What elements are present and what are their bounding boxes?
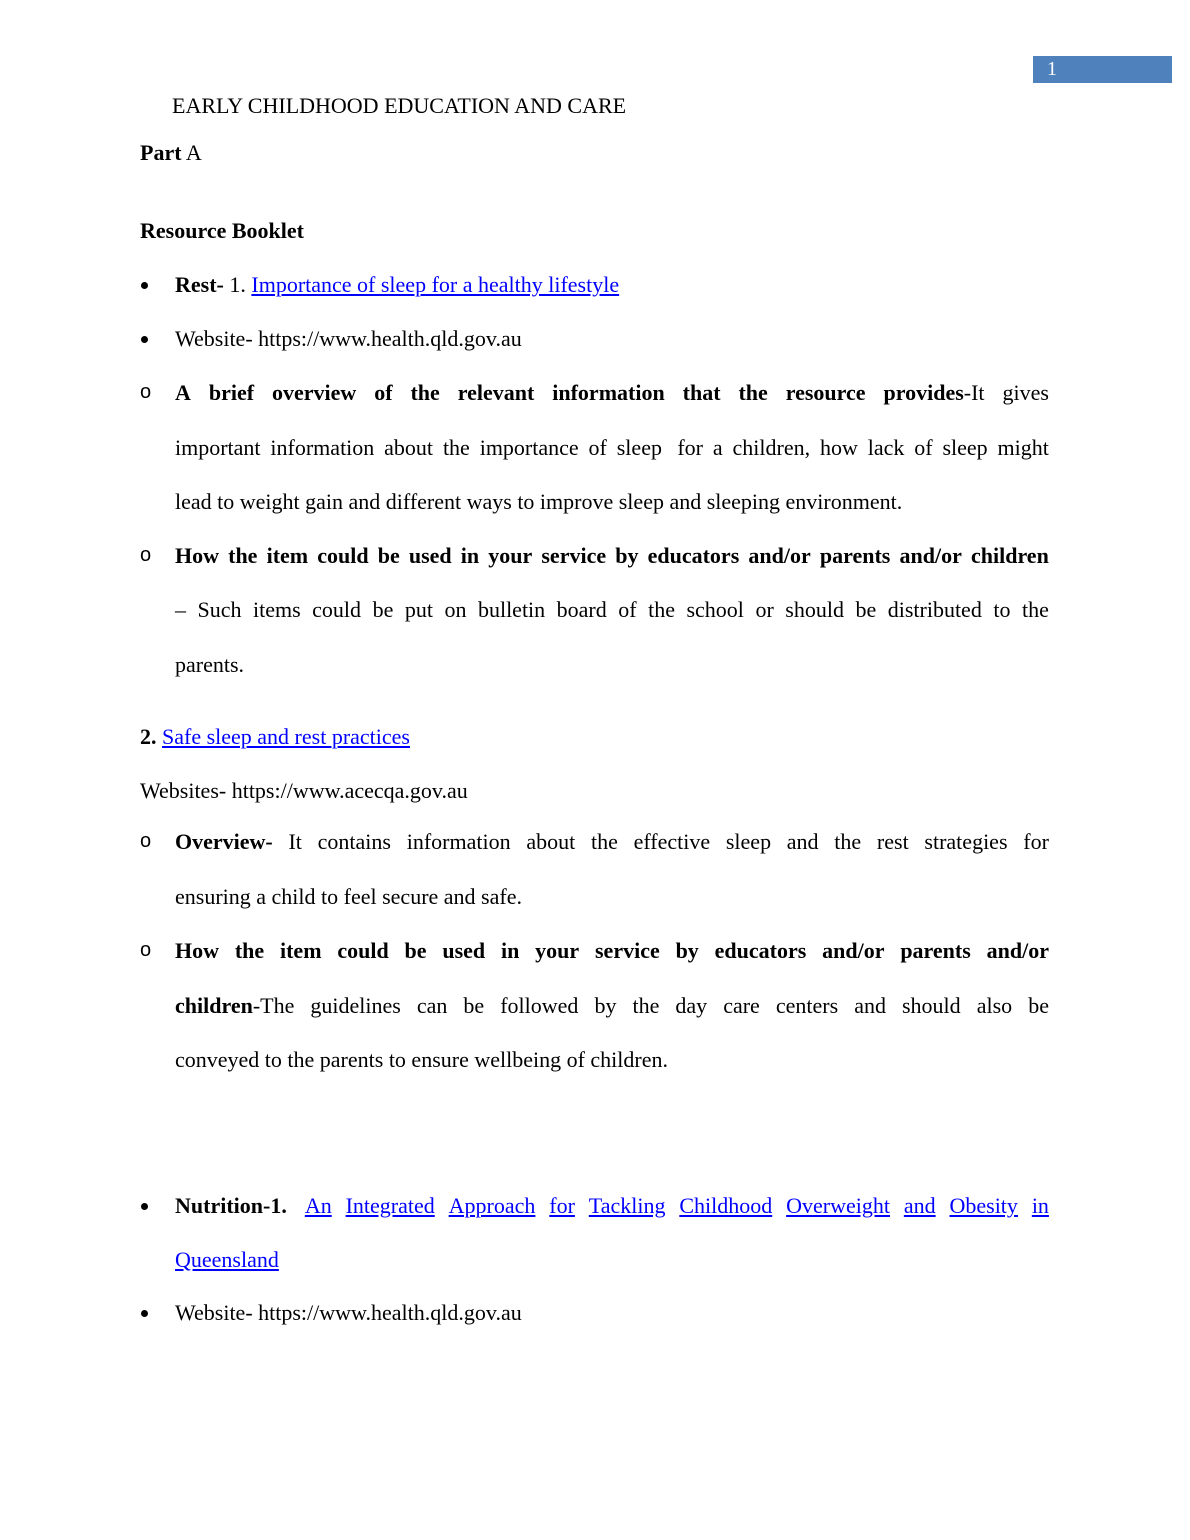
bullet-circle-icon: o — [140, 939, 152, 961]
bullet-circle-icon: o — [140, 381, 152, 403]
resource-booklet-heading: Resource Booklet — [140, 218, 304, 243]
safe-sleep-overview-line-2: ensuring a child to feel secure and safe. — [175, 884, 522, 909]
running-title: EARLY CHILDHOOD EDUCATION AND CARE — [172, 93, 627, 118]
rest-use-line-1: How the item could be used in your service by educators and/or parents and/or children — [175, 543, 1049, 568]
nutrition-link[interactable]: An Integrated Approach for Tackling Childhood Overweight and Obesity in — [304, 1193, 1049, 1218]
safe-sleep-use-line-2: children-The guidelines can be followed by the day care centers and should also be — [175, 993, 1049, 1018]
rest-overview-line-2: important information about the importance of sleep for a children, how lack of sleep might — [175, 435, 1049, 460]
nutrition-line-1 — [175, 1193, 1049, 1219]
bullet-circle-icon: o — [140, 544, 152, 566]
bullet-dot-icon — [140, 1310, 152, 1322]
bullet-dot-icon — [140, 1203, 152, 1215]
rest-number: 1. — [229, 272, 246, 297]
rest-use-line-2: – Such items could be put on bulletin board of the school or should be distributed to the — [175, 597, 1049, 622]
rest-overview-line-1: A brief overview of the relevant information that the resource provides-It gives — [175, 380, 1049, 405]
rest-website: Website- https://www.health.qld.gov.au — [175, 326, 522, 351]
safe-sleep-link[interactable]: Safe sleep and rest practices — [162, 724, 410, 749]
part-label: Part — [140, 140, 182, 165]
safe-sleep-website: Websites- https://www.acecqa.gov.au — [140, 778, 468, 803]
safe-sleep-number: 2. — [140, 724, 157, 749]
rest-use-line-3: parents. — [175, 652, 245, 677]
safe-sleep-use-line-3: conveyed to the parents to ensure wellbeing of children. — [175, 1047, 669, 1072]
rest-item — [175, 272, 1049, 298]
bullet-dot-icon — [140, 282, 152, 294]
rest-overview-line-3: lead to weight gain and different ways to improve sleep and sleeping environment. — [175, 489, 903, 514]
part-value: A — [185, 140, 202, 165]
safe-sleep-use-line-1: How the item could be used in your service by educators and/or parents and/or — [175, 938, 1049, 963]
rest-label: Rest- — [175, 272, 224, 297]
rest-resource-link[interactable]: Importance of sleep for a healthy lifestyle — [251, 272, 620, 297]
nutrition-label: Nutrition-1. — [175, 1193, 287, 1218]
part-heading — [140, 140, 202, 166]
nutrition-website: Website- https://www.health.qld.gov.au — [175, 1300, 522, 1325]
safe-sleep-item — [140, 724, 410, 750]
bullet-dot-icon — [140, 336, 152, 348]
safe-sleep-overview-line-1: Overview- It contains information about the effective sleep and the rest strategies for — [175, 829, 1049, 854]
page-number: 1 — [1033, 56, 1172, 83]
nutrition-link-line-2[interactable]: Queensland — [175, 1247, 279, 1272]
bullet-circle-icon: o — [140, 830, 152, 852]
